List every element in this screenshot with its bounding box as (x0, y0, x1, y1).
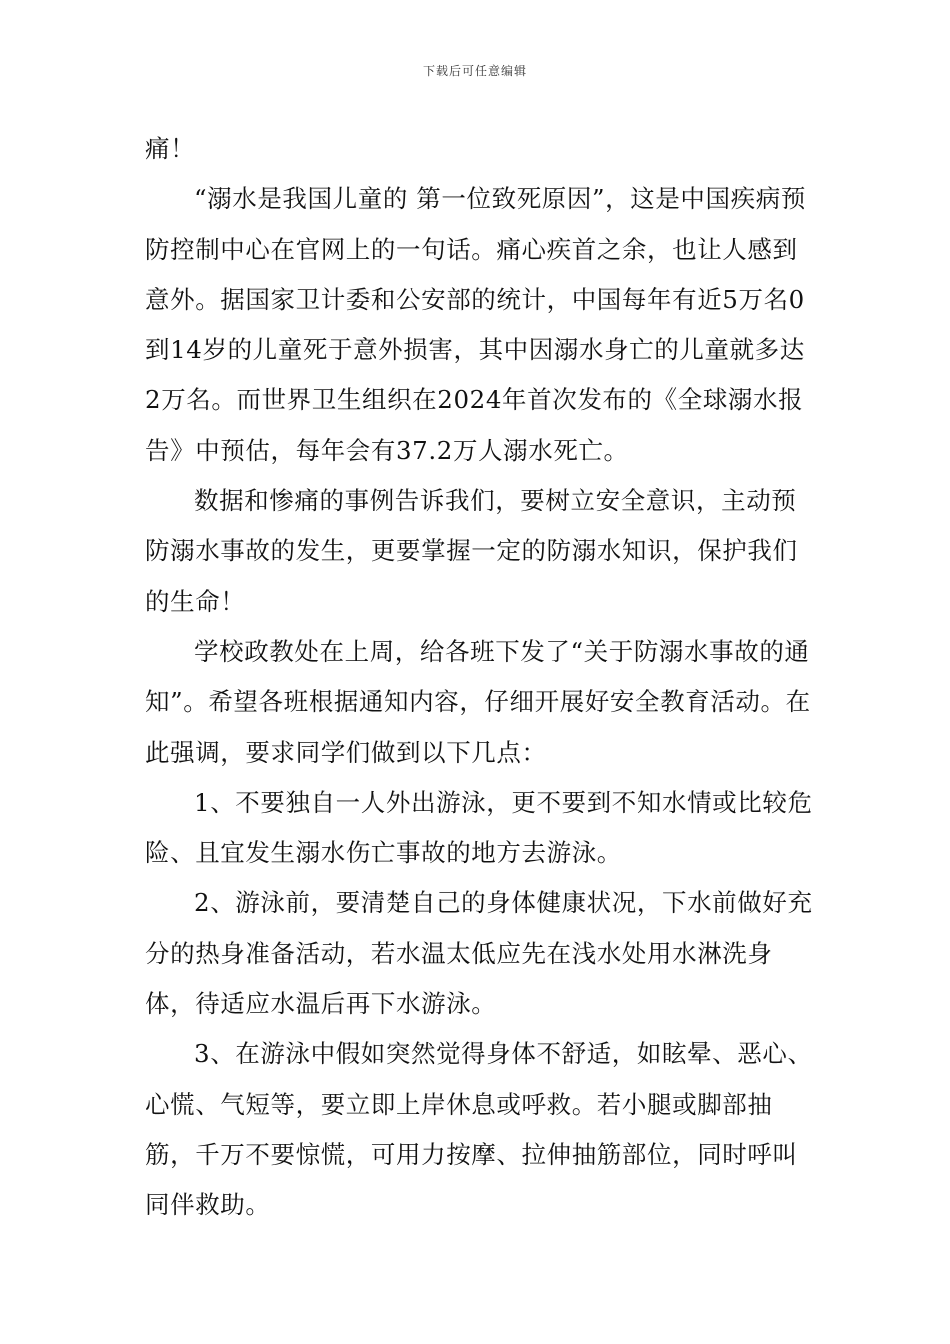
paragraph-safety-awareness: 数据和惨痛的事例告诉我们，要树立安全意识，主动预防溺水事故的发生，更要掌握一定的防溺水知识，保护我们的生命！ (145, 486, 798, 616)
document-body (145, 124, 813, 1231)
list-item-rule-3: 3、在游泳中假如突然觉得身体不舒适，如眩晕、恶心、心慌、气短等，要立即上岸休息或呼救。若小腿或脚部抽筋，千万不要惊慌，可用力按摩、拉伸抽筋部位，同时呼叫同伴救助。 (145, 1039, 813, 1220)
list-item-rule-1: 1、不要独自一人外出游泳，更不要到不知水情或比较危险、且宜发生溺水伤亡事故的地方去游泳。 (145, 787, 813, 868)
page-header: 下载后可任意编辑 (422, 64, 527, 78)
paragraph-drowning-statistics: “溺水是我国儿童的 第一位致死原因”，这是中国疾病预防控制中心在官网上的一句话。痛心疾首之余，也让人感到意外。据国家卫计委和公安部的统计，中国每年有近5万名0到14岁的儿童死于意外损害，其中因溺水身亡的儿童就多达2万名。而世界卫生组织在2024年首次发布的《全球溺水报告》中预估，每年会有37.2万人溺水死亡。 (145, 184, 806, 465)
list-item-rule-2: 2、游泳前，要清楚自己的身体健康状况，下水前做好充分的热身准备活动，若水温太低应先在浅水处用水淋洗身体，待适应水温后再下水游泳。 (145, 888, 813, 1019)
paragraph-school-notice: 学校政教处在上周，给各班下发了“关于防溺水事故的通知”。希望各班根据通知内容，仔细开展好安全教育活动。在此强调，要求同学们做到以下几点： (145, 636, 811, 767)
paragraph-continuation: 痛！ (145, 134, 196, 163)
